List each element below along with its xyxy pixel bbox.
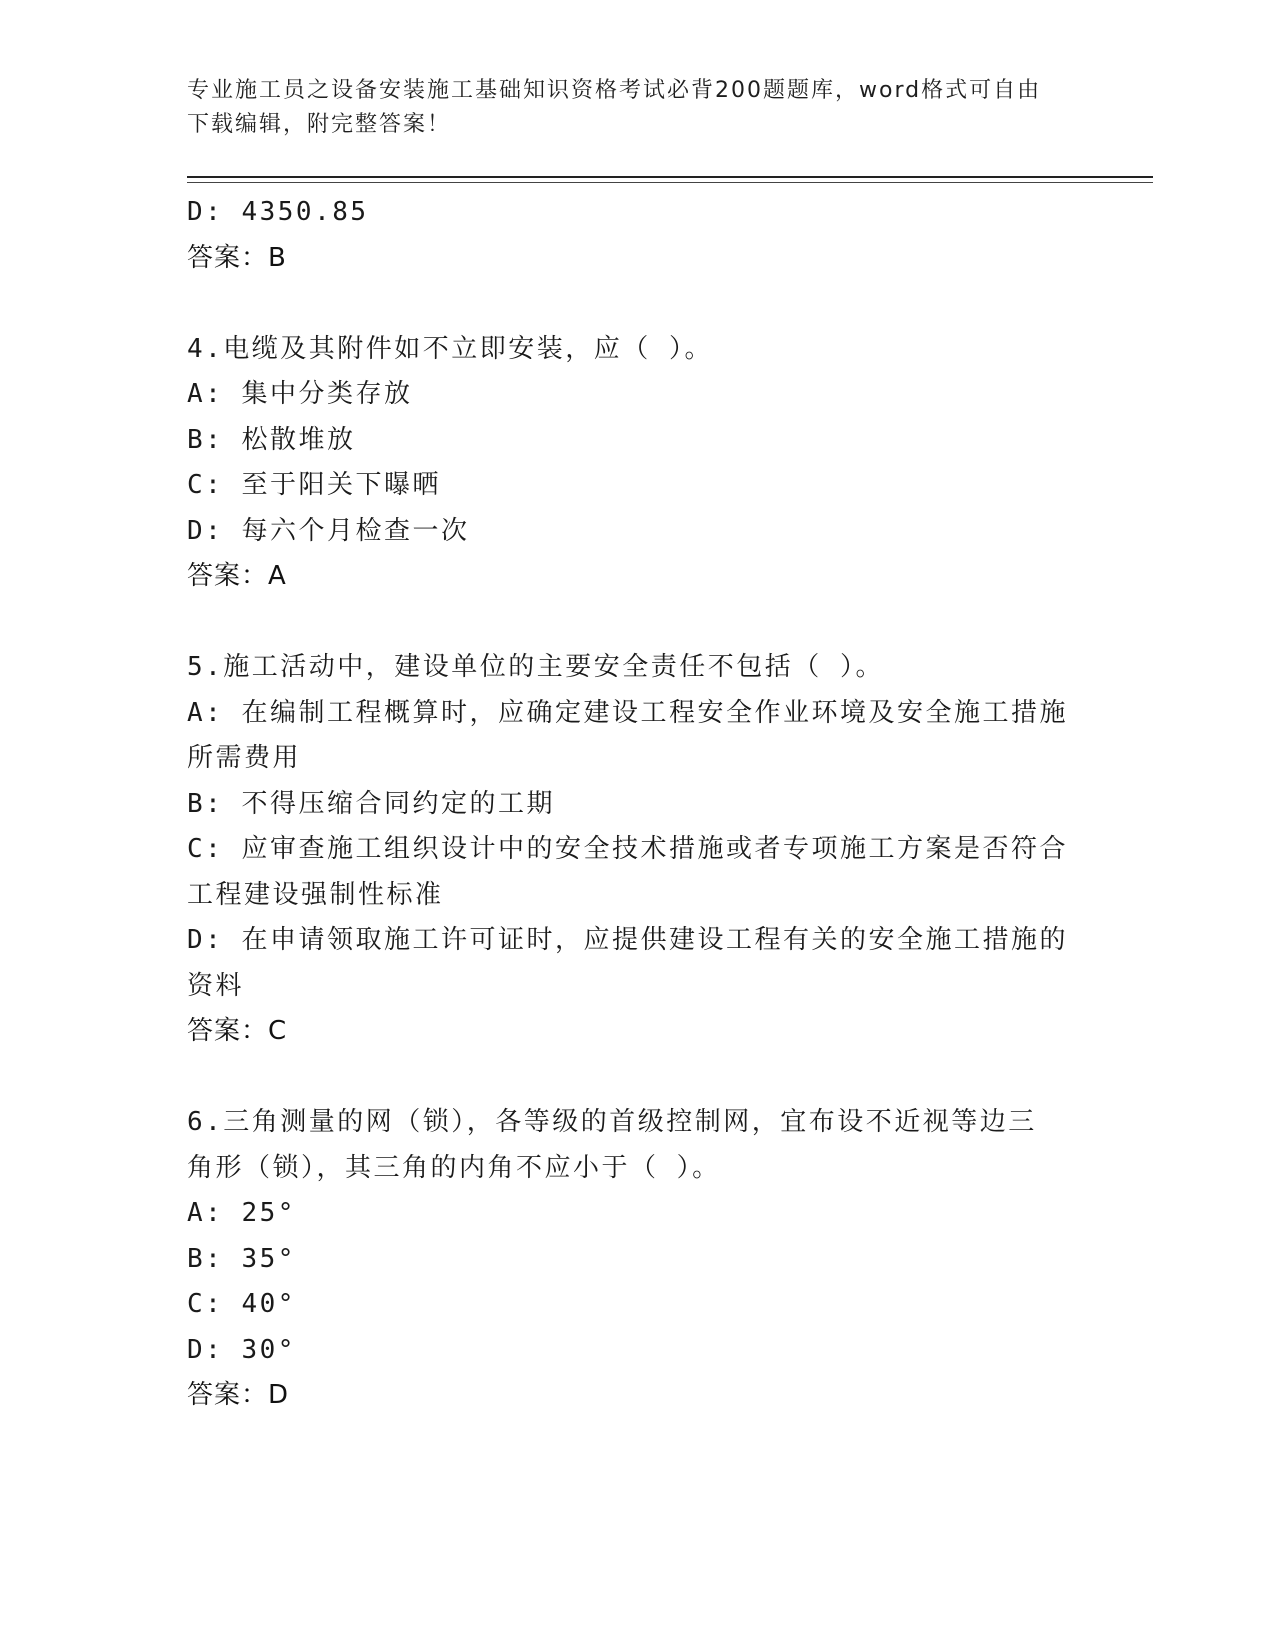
- option-b: B: 不得压缩合同约定的工期: [187, 788, 555, 819]
- answer-line: 答案：B: [187, 242, 287, 273]
- option-c: C: 40°: [187, 1289, 296, 1319]
- header-line-2: 下载编辑，附完整答案！: [187, 112, 452, 137]
- question-3-tail: [187, 190, 1087, 281]
- question-5: [187, 645, 1087, 1055]
- option-d: D: 在申请领取施工许可证时，应提供建设工程有关的安全施工措施的: [187, 925, 1068, 955]
- header-divider-thick: [187, 176, 1153, 178]
- option-c: C: 至于阳关下曝晒: [187, 470, 441, 500]
- question-list: [187, 190, 1087, 1419]
- option-a: A: 集中分类存放: [187, 379, 413, 409]
- spacer: [187, 281, 1087, 327]
- option-a-continued: 所需费用: [187, 743, 302, 773]
- question-4: [187, 327, 1087, 600]
- option-c: C: 应审查施工组织设计中的安全技术措施或者专项施工方案是否符合: [187, 834, 1068, 864]
- option-d: D: 每六个月检查一次: [187, 515, 470, 546]
- question-stem: 4.电缆及其附件如不立即安装，应（ ）。: [187, 333, 713, 364]
- header-divider-thin: [187, 182, 1153, 183]
- option-a: A: 在编制工程概算时，应确定建设工程安全作业环境及安全施工措施: [187, 697, 1068, 728]
- question-stem-continued: 角形（锁），其三角的内角不应小于（ ）。: [187, 1152, 721, 1183]
- question-6: [187, 1100, 1087, 1419]
- answer-line: 答案：D: [187, 1380, 290, 1410]
- question-stem: 5.施工活动中，建设单位的主要安全责任不包括（ ）。: [187, 652, 884, 682]
- spacer: [187, 600, 1087, 646]
- option-d-continued: 资料: [187, 970, 245, 1001]
- option-d: D: 30°: [187, 1334, 296, 1365]
- spacer: [187, 1055, 1087, 1101]
- answer-line: 答案：A: [187, 561, 287, 591]
- option-a: A: 25°: [187, 1198, 296, 1228]
- option-c-continued: 工程建设强制性标准: [187, 879, 444, 910]
- header-line-1: 专业施工员之设备安装施工基础知识资格考试必背200题题库，word格式可自由: [187, 78, 1042, 103]
- document-header: [187, 74, 1087, 142]
- answer-line: 答案：C: [187, 1016, 288, 1046]
- option-b: B: 松散堆放: [187, 424, 356, 455]
- option-b: B: 35°: [187, 1243, 296, 1274]
- option-d: D: 4350.85: [187, 197, 369, 227]
- question-stem: 6.三角测量的网（锁），各等级的首级控制网，宜布设不近视等边三: [187, 1107, 1037, 1137]
